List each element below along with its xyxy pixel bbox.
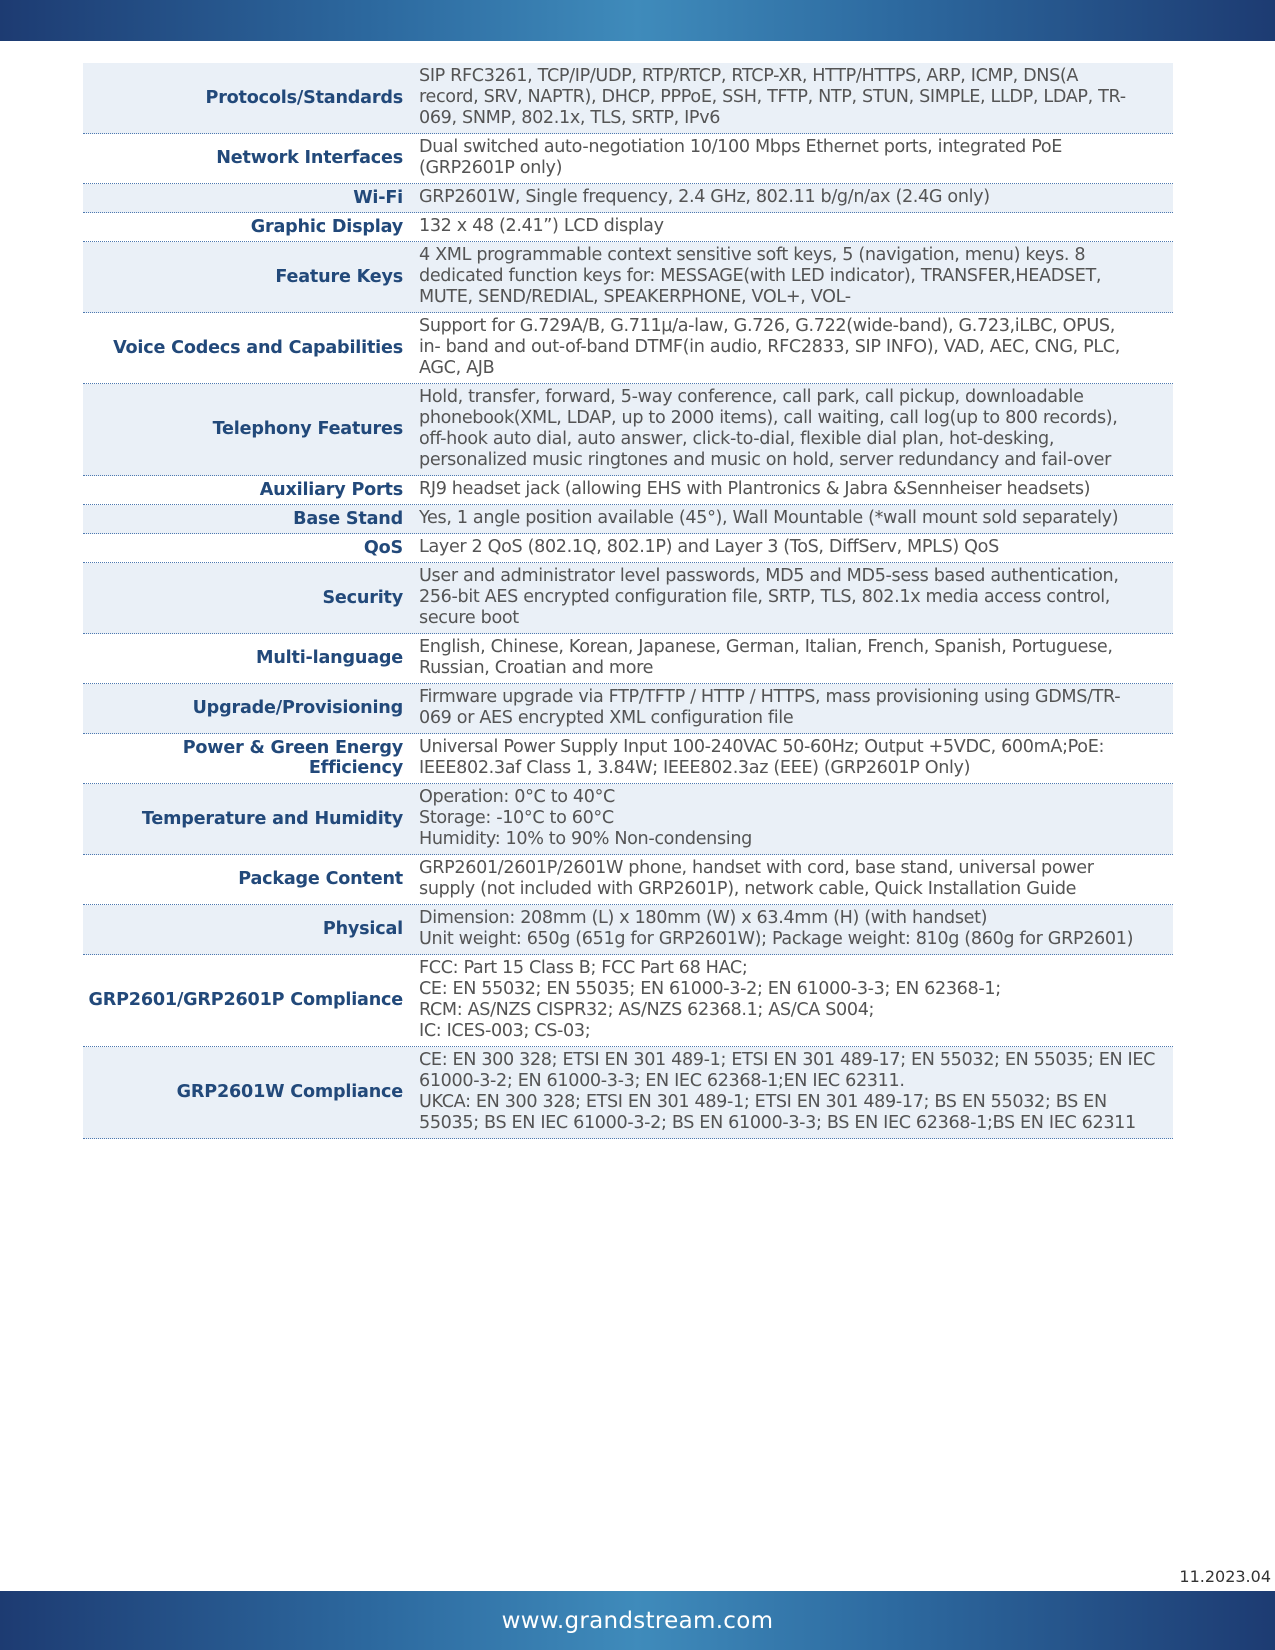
spec-row-grp2601w-compliance: [83, 1047, 1173, 1139]
spec-label: Temperature and Humidity: [141, 808, 403, 829]
spec-value: FCC: Part 15 Class B; FCC Part 68 HAC; CE: EN 55032; EN 55035; EN 61000-3-2; EN 61000-3-3; EN 62368-1; RCM: AS/NZS CISPR32; AS/NZS 62368.1; AS/CA S004; IC: ICES-003; CS-03;: [419, 958, 1001, 1041]
spec-value: GRP2601/2601P/2601W phone, handset with cord, base stand, universal power supply (not included with GRP2601P), network cable, Quick Installation Guide: [419, 858, 1094, 899]
document-date-code: 11.2023.04: [1179, 1567, 1271, 1586]
spec-value: User and administrator level passwords, MD5 and MD5-sess based authentication, 256-bit AES encrypted configuration file, SRTP, TLS, 802.1x media access control, secure boot: [419, 566, 1119, 628]
spec-label: Voice Codecs and Capabilities: [113, 337, 403, 358]
spec-value: CE: EN 300 328; ETSI EN 301 489-1; ETSI EN 301 489-17; EN 55032; EN 55035; EN IEC 61000-3-2; EN 61000-3-3; EN IEC 62368-1;EN IEC 62311. UKCA: EN 300 328; ETSI EN 301 489-1; ETSI EN 301 489-17; BS EN 55032; BS EN 55035; BS EN IEC 61000-3-2; BS EN 61000-3-3; BS EN IEC 62368-1;BS EN IEC 62311: [419, 1050, 1156, 1133]
spec-value: Firmware upgrade via FTP/TFTP / HTTP / HTTPS, mass provisioning using GDMS/TR- 069 or AES encrypted XML configuration file: [419, 687, 1121, 728]
spec-label: Base Stand: [293, 508, 403, 529]
spec-value: Hold, transfer, forward, 5-way conference, call park, call pickup, downloadable phonebook(XML, LDAP, up to 2000 items), call waiting, call log(up to 800 records), off-hook auto dial, auto answer, click-to-dial, flexible dial plan, hot-desking, personalized music ringtones and music on hold, server redundancy and fail-over: [419, 387, 1118, 470]
spec-label: Upgrade/Provisioning: [192, 698, 403, 718]
spec-value: Layer 2 QoS (802.1Q, 802.1P) and Layer 3 (ToS, DiffServ, MPLS) QoS: [419, 537, 999, 557]
spec-row-protocols: [83, 63, 1173, 134]
spec-label: Package Content: [238, 869, 403, 889]
spec-value: GRP2601W, Single frequency, 2.4 GHz, 802.11 b/g/n/ax (2.4G only): [419, 187, 990, 207]
spec-value: SIP RFC3261, TCP/IP/UDP, RTP/RTCP, RTCP-XR, HTTP/HTTPS, ARP, ICMP, DNS(A record, SRV, NAPTR), DHCP, PPPoE, SSH, TFTP, NTP, STUN, SIMPLE, LLDP, LDAP, TR- 069, SNMP, 802.1x, TLS, SRTP, IPv6: [419, 66, 1126, 128]
spec-label: Security: [322, 587, 403, 608]
website-url: www.grandstream.com: [501, 1607, 774, 1634]
spec-row-upgrade-provisioning: [83, 684, 1173, 734]
spec-label: Network Interfaces: [216, 148, 403, 168]
spec-row-auxiliary-ports: [83, 476, 1173, 505]
spec-row-wifi: [83, 184, 1173, 213]
spec-row-security: [83, 563, 1173, 634]
spec-row-voice-codecs: [83, 313, 1173, 384]
spec-value: Dimension: 208mm (L) x 180mm (W) x 63.4mm (H) (with handset) Unit weight: 650g (651g for GRP2601W); Package weight: 810g (860g for GRP2601): [419, 908, 1134, 949]
spec-label: Power & Green Energy Efficiency: [182, 738, 403, 778]
spec-value: Support for G.729A/B, G.711µ/a-law, G.726, G.722(wide-band), G.723,iLBC, OPUS, in- band and out-of-band DTMF(in audio, RFC2833, SIP INFO), VAD, AEC, CNG, PLC, AGC, AJB: [419, 316, 1120, 378]
spec-row-package-content: [83, 855, 1173, 905]
spec-row-grp2601-compliance: [83, 955, 1173, 1047]
spec-table: [83, 63, 1173, 1139]
spec-value: Yes, 1 angle position available (45°), Wall Mountable (*wall mount sold separately): [419, 508, 1119, 528]
spec-label: Telephony Features: [212, 419, 403, 439]
header-band: [0, 0, 1275, 41]
spec-row-temperature-humidity: [83, 784, 1173, 855]
spec-label: Wi-Fi: [353, 187, 403, 208]
footer-band: [0, 1591, 1275, 1650]
spec-label: GRP2601/GRP2601P Compliance: [88, 990, 403, 1010]
spec-value: 132 x 48 (2.41”) LCD display: [419, 216, 664, 236]
spec-value: Universal Power Supply Input 100-240VAC 50-60Hz; Output +5VDC, 600mA;PoE: IEEE802.3af Class 1, 3.84W; IEEE802.3az (EEE) (GRP2601P Only): [419, 737, 1105, 778]
spec-label: Graphic Display: [250, 216, 403, 237]
spec-row-power: [83, 734, 1173, 784]
spec-label: Feature Keys: [275, 266, 403, 287]
spec-label: QoS: [363, 537, 403, 558]
spec-label: Protocols/Standards: [205, 87, 403, 108]
spec-row-network-interfaces: [83, 134, 1173, 184]
spec-row-telephony-features: [83, 384, 1173, 476]
spec-row-physical: [83, 905, 1173, 955]
spec-row-feature-keys: [83, 242, 1173, 313]
spec-label: Multi-language: [256, 648, 403, 668]
spec-row-base-stand: [83, 505, 1173, 534]
spec-value: RJ9 headset jack (allowing EHS with Plantronics & Jabra &Sennheiser headsets): [419, 479, 1091, 499]
spec-value: 4 XML programmable context sensitive soft keys, 5 (navigation, menu) keys. 8 dedicated function keys for: MESSAGE(with LED indicator), TRANSFER,HEADSET, MUTE, SEND/REDIAL, SPEAKERPHONE, VOL+, VOL-: [419, 245, 1102, 307]
spec-value: Operation: 0°C to 40°C Storage: -10°C to 60°C Humidity: 10% to 90% Non-condensing: [419, 787, 752, 849]
spec-label: GRP2601W Compliance: [176, 1082, 403, 1102]
spec-label: Auxiliary Ports: [259, 479, 403, 500]
spec-row-multi-language: [83, 634, 1173, 684]
spec-label: Physical: [322, 919, 403, 939]
spec-value: English, Chinese, Korean, Japanese, German, Italian, French, Spanish, Portuguese, Russian, Croatian and more: [419, 637, 1113, 678]
spec-row-graphic-display: [83, 213, 1173, 242]
spec-value: Dual switched auto-negotiation 10/100 Mbps Ethernet ports, integrated PoE (GRP2601P only): [419, 137, 1063, 178]
spec-row-qos: [83, 534, 1173, 563]
